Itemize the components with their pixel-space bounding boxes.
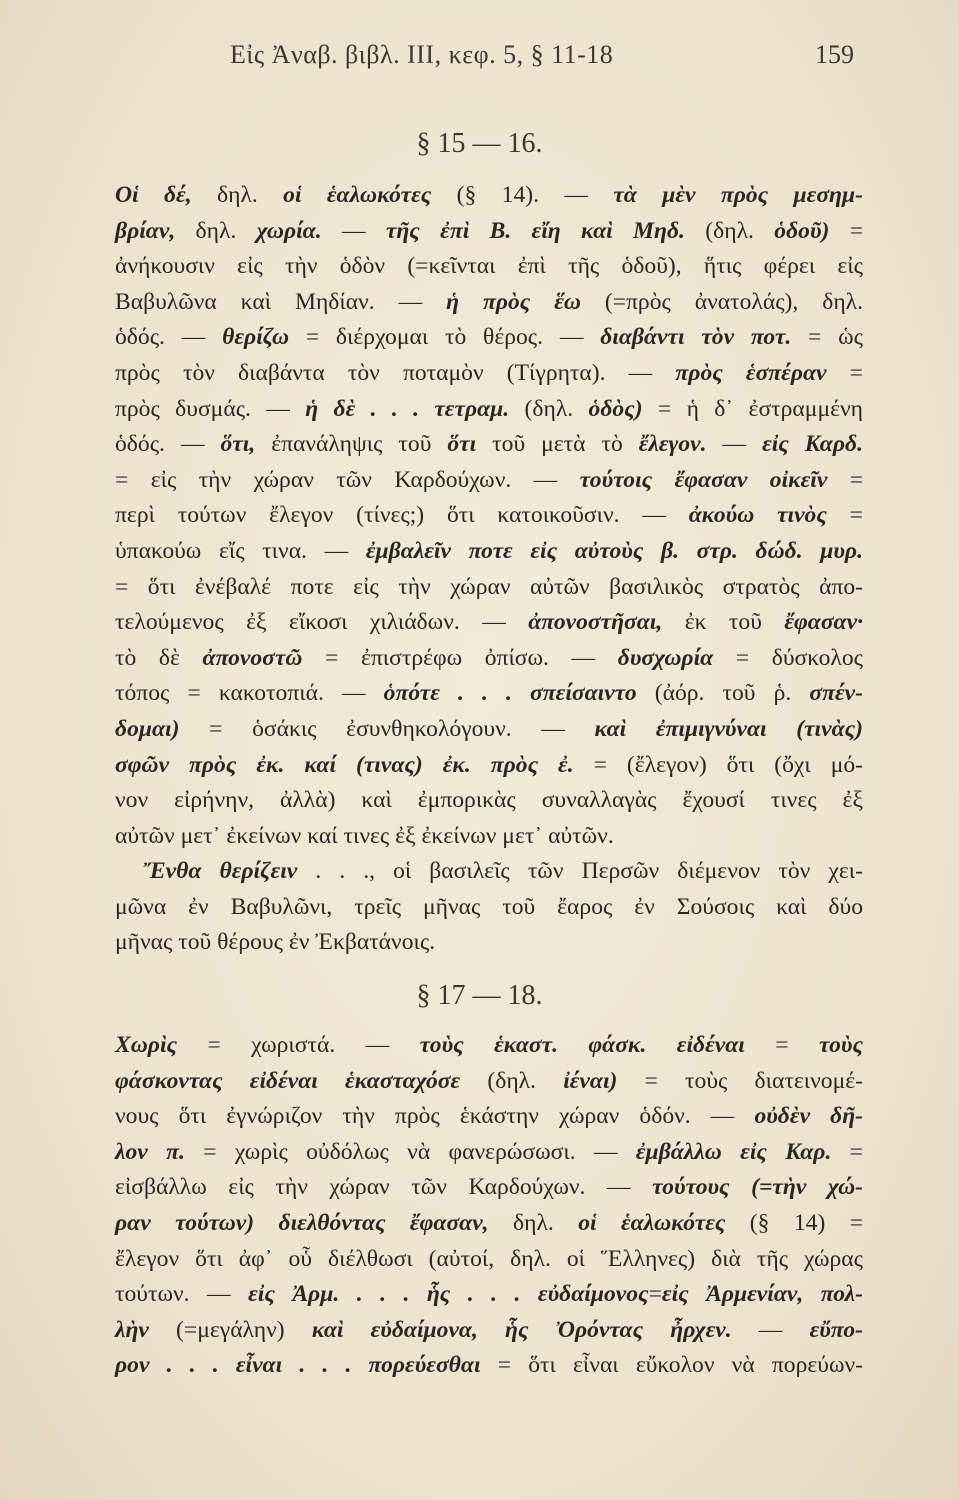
lemma: πρὸς ἑσπέραν — [675, 359, 827, 386]
gloss: τούτων. — — [115, 1281, 249, 1308]
gloss: δηλ. — [191, 182, 284, 208]
gloss: εἰσβάλλω εἰς τὴν χώραν τῶν Καρδούχων. — — [115, 1174, 653, 1201]
gloss: = τοὺς διατεινομέ- — [617, 1067, 863, 1094]
section-heading-17-18: § 17 — 18. — [416, 980, 543, 1011]
text-line — [115, 1348, 863, 1384]
lemma: εἰς Ἀρμενίαν, πολ- — [661, 1281, 863, 1308]
lemma: δομαι) — [115, 715, 180, 742]
gloss: = — [826, 359, 863, 386]
lemma: τούτους (=τὴν χώ- — [652, 1174, 863, 1201]
text-line — [115, 320, 863, 356]
text-line — [115, 676, 863, 712]
gloss: = δύσκολος — [713, 644, 863, 671]
gloss: = — [648, 1281, 662, 1308]
text-line — [115, 819, 863, 855]
gloss: = ἐπιστρέφω ὀπίσω. — — [302, 644, 618, 671]
lemma: τούτοις ἔφασαν οἰκεῖν — [579, 466, 828, 493]
lemma: βρίαν, — [115, 217, 176, 244]
text-line — [115, 463, 863, 499]
lemma: ἀπονοστῶ — [202, 644, 303, 671]
gloss: (δηλ. — [509, 395, 589, 422]
commentary-section-17-18 — [115, 1028, 863, 1384]
gloss: ἀνήκουσιν εἰς τὴν ὁδὸν (=κεῖνται ἐπὶ τῆς ὁδοῦ), ἥτις φέρει εἰς — [115, 253, 863, 280]
text-line — [115, 748, 863, 784]
lemma: θερίζω — [222, 324, 290, 351]
text-line — [115, 854, 863, 890]
lemma: ἀπονοστῆσαι, — [528, 609, 663, 636]
text-line — [115, 605, 863, 641]
lemma: ἡ δὲ . . . τετραμ. — [305, 395, 510, 422]
gloss: περὶ τούτων ἔλεγον (τίνες;) ὅτι κατοικοῦσιν. — — [115, 502, 689, 529]
lemma: οἱ ἑαλωκότες — [578, 1209, 726, 1236]
text-line — [115, 285, 863, 321]
gloss: — — [706, 431, 763, 458]
gloss: = — [827, 466, 863, 493]
gloss: ἔλεγον ὅτι ἀφ᾽ οὗ διέλθωσι (αὐτοί, δηλ. οἱ Ἕλληνες) διὰ τῆς χώρας — [115, 1245, 863, 1272]
lemma: τοὺς — [818, 1032, 863, 1058]
gloss: ἐπανάληψις τοῦ — [255, 431, 448, 458]
lemma: καὶ εὐδαίμονα, ἧς Ὀρόντας ἦρχεν. — [311, 1316, 732, 1343]
text-line — [115, 712, 863, 748]
gloss: = — [826, 502, 863, 529]
gloss: (=πρὸς ἀνατολάς), δηλ. — [580, 288, 863, 315]
lemma: οἱ ἑαλωκότες — [283, 182, 432, 208]
gloss: ὁδός. — — [115, 324, 223, 351]
page-number: 159 — [815, 40, 854, 69]
lemma: Οἱ δέ, — [115, 182, 192, 208]
gloss: δηλ. — [175, 217, 257, 244]
text-line — [115, 1313, 863, 1349]
lemma: τῆς ἐπὶ Β. εἴη καὶ Μηδ. — [385, 217, 685, 244]
gloss: τόπος = κακοτοπιά. — — [115, 680, 384, 707]
text-line — [115, 1170, 863, 1206]
text-line — [115, 1099, 863, 1135]
gloss: μῆνας τοῦ θέρους ἐν Ἐκβατάνοις. — [115, 929, 436, 956]
text-line — [115, 1277, 863, 1313]
lemma: ὁπότε . . . σπείσαιντο — [383, 680, 637, 707]
gloss: αὐτῶν μετ᾽ ἐκείνων καί τινες ἐξ ἐκείνων μετ᾽ αὐτῶν. — [115, 822, 614, 849]
lemma: ὅτι, — [220, 431, 256, 458]
lemma: ἡ πρὸς ἕω — [446, 288, 581, 315]
gloss: . . ., οἱ βασιλεῖς τῶν Περσῶν διέμενον τὸν χει- — [297, 858, 863, 885]
gloss: = χωρὶς οὐδόλως νὰ φανερώσωσι. — — [184, 1138, 636, 1165]
gloss: = — [829, 217, 864, 244]
gloss: Βαβυλῶνα καὶ Μηδίαν. — — [115, 288, 447, 315]
gloss: (δηλ. — [684, 217, 775, 244]
gloss: τὸ δὲ — [115, 644, 203, 671]
gloss: τοῦ μετὰ τὸ — [476, 431, 639, 458]
text-line — [115, 925, 863, 961]
gloss: = διέρχομαι τὸ θέρος. — — [289, 324, 601, 351]
gloss: = — [831, 1138, 863, 1165]
text-line — [115, 1028, 863, 1064]
gloss: = ἡ δ᾽ ἐστραμμένη — [642, 395, 864, 422]
lemma: Ἔνθα θερίζειν — [143, 858, 298, 885]
gloss: (=μεγάλην) — [148, 1316, 312, 1343]
text-line — [115, 1242, 863, 1278]
lemma: ἀκούω τινὸς — [688, 502, 827, 529]
lemma: εἰς Καρδ. — [762, 431, 864, 458]
gloss: — — [321, 217, 386, 244]
lemma: ἰέναι) — [563, 1067, 618, 1094]
text-line — [115, 641, 863, 677]
lemma: δυσχωρία — [617, 644, 714, 671]
lemma: τὰ μὲν πρὸς μεσημ- — [613, 182, 863, 208]
gloss: = χωριστά. — — [177, 1032, 420, 1058]
gloss: (δηλ. — [460, 1067, 564, 1094]
running-title: Εἰς Ἀναβ. βιβλ. ΙΙΙ, κεφ. 5, § 11-18 — [230, 40, 614, 69]
lemma: οὐδὲν δῆ- — [754, 1103, 864, 1130]
gloss: = (ἔλεγον) ὅτι (ὄχι μό- — [573, 751, 864, 778]
gloss: δηλ. — [488, 1209, 579, 1236]
text-line — [115, 427, 863, 463]
lemma: ἐμβαλεῖν ποτε εἰς αὐτοὺς β. στρ. δώδ. μυρ. — [365, 537, 863, 564]
gloss: — — [731, 1316, 810, 1343]
gloss: πρὸς τὸν διαβάντα τὸν ποταμὸν (Τίγρητα). — — [115, 359, 676, 386]
text-line — [115, 1206, 863, 1242]
lemma: σπέν- — [809, 680, 863, 707]
text-line — [115, 1135, 863, 1171]
lemma: εὔπο- — [809, 1316, 863, 1343]
gloss: ἐκ τοῦ — [662, 609, 785, 636]
gloss: ὁδός. — — [115, 431, 221, 458]
lemma: ὁδοῦ) — [774, 217, 830, 244]
lemma: διαβάντι τὸν ποτ. — [600, 324, 792, 351]
gloss: = ὅτι εἶναι εὔκολον νὰ πορεύων- — [480, 1352, 863, 1379]
gloss: μῶνα ἐν Βαβυλῶνι, τρεῖς μῆνας τοῦ ἔαρος ἐν Σούσοις καὶ δύο — [115, 893, 863, 920]
gloss: = ὡς — [791, 324, 863, 351]
text-line — [115, 249, 863, 285]
lemma: εἰς Ἀρμ. . . . ἧς . . . εὐδαίμονος — [248, 1281, 649, 1308]
gloss: τελούμενος ἐξ εἴκοσι χιλιάδων. — — [115, 609, 529, 636]
lemma: καὶ ἐπιμιγνύναι (τινὰς) — [594, 715, 863, 742]
lemma: ρον . . . εἶναι . . . πορεύεσθαι — [115, 1352, 481, 1379]
lemma: ὅτι — [447, 431, 477, 458]
gloss: πρὸς δυσμάς. — — [115, 395, 306, 422]
gloss: (§ 14) = — [725, 1209, 864, 1236]
text-line — [115, 534, 863, 570]
lemma: ὁδὸς) — [588, 395, 643, 422]
lemma: ἔφασαν· — [784, 609, 863, 636]
gloss: = ὅτι ἐνέβαλέ ποτε εἰς τὴν χώραν αὐτῶν βασιλικὸς στρατὸς ἀπο- — [115, 573, 863, 600]
gloss: = εἰς τὴν χώραν τῶν Καρδούχων. — — [115, 466, 580, 493]
text-line — [115, 178, 863, 214]
lemma: λον π. — [115, 1138, 185, 1165]
text-line — [115, 890, 863, 926]
lemma: τοὺς ἑκαστ. φάσκ. εἰδέναι — [419, 1032, 745, 1058]
lemma: χωρία. — [256, 217, 322, 244]
text-line — [115, 498, 863, 534]
gloss: νους ὅτι ἐγνώριζον τὴν πρὸς ἑκάστην χώραν ὁδόν. — — [115, 1103, 755, 1130]
gloss: νον εἰρήνην, ἀλλὰ) καὶ ἐμπορικὰς συναλλαγὰς ἔχουσί τινες ἐξ — [115, 787, 863, 814]
lemma: ἐμβάλλω εἰς Καρ. — [635, 1138, 832, 1165]
text-line — [115, 1064, 863, 1100]
gloss: = ὁσάκις ἐσυνθηκολόγουν. — — [179, 715, 595, 742]
text-line — [115, 356, 863, 392]
gloss: (§ 14). — — [431, 182, 614, 208]
text-line — [115, 570, 863, 606]
text-line — [115, 392, 863, 428]
section-heading-15-16: § 15 — 16. — [416, 128, 543, 159]
lemma: λὴν — [115, 1316, 149, 1343]
gloss: = — [744, 1032, 819, 1058]
gloss: (ἀόρ. τοῦ ῥ. — [636, 680, 810, 707]
lemma: ἔλεγον. — [638, 431, 707, 458]
text-line — [115, 214, 863, 250]
text-line — [115, 783, 863, 819]
lemma: ραν τούτων) διελθόντας ἔφασαν, — [115, 1209, 489, 1236]
lemma: φάσκοντας εἰδέναι ἑκασταχόσε — [115, 1067, 461, 1094]
gloss: ὑπακούω εἴς τινα. — — [115, 537, 366, 564]
lemma: Χωρὶς — [115, 1032, 178, 1058]
lemma: σφῶν πρὸς ἐκ. καί (τινας) ἐκ. πρὸς ἐ. — [115, 751, 574, 778]
commentary-section-15-16 — [115, 178, 863, 961]
page-header — [110, 40, 854, 76]
